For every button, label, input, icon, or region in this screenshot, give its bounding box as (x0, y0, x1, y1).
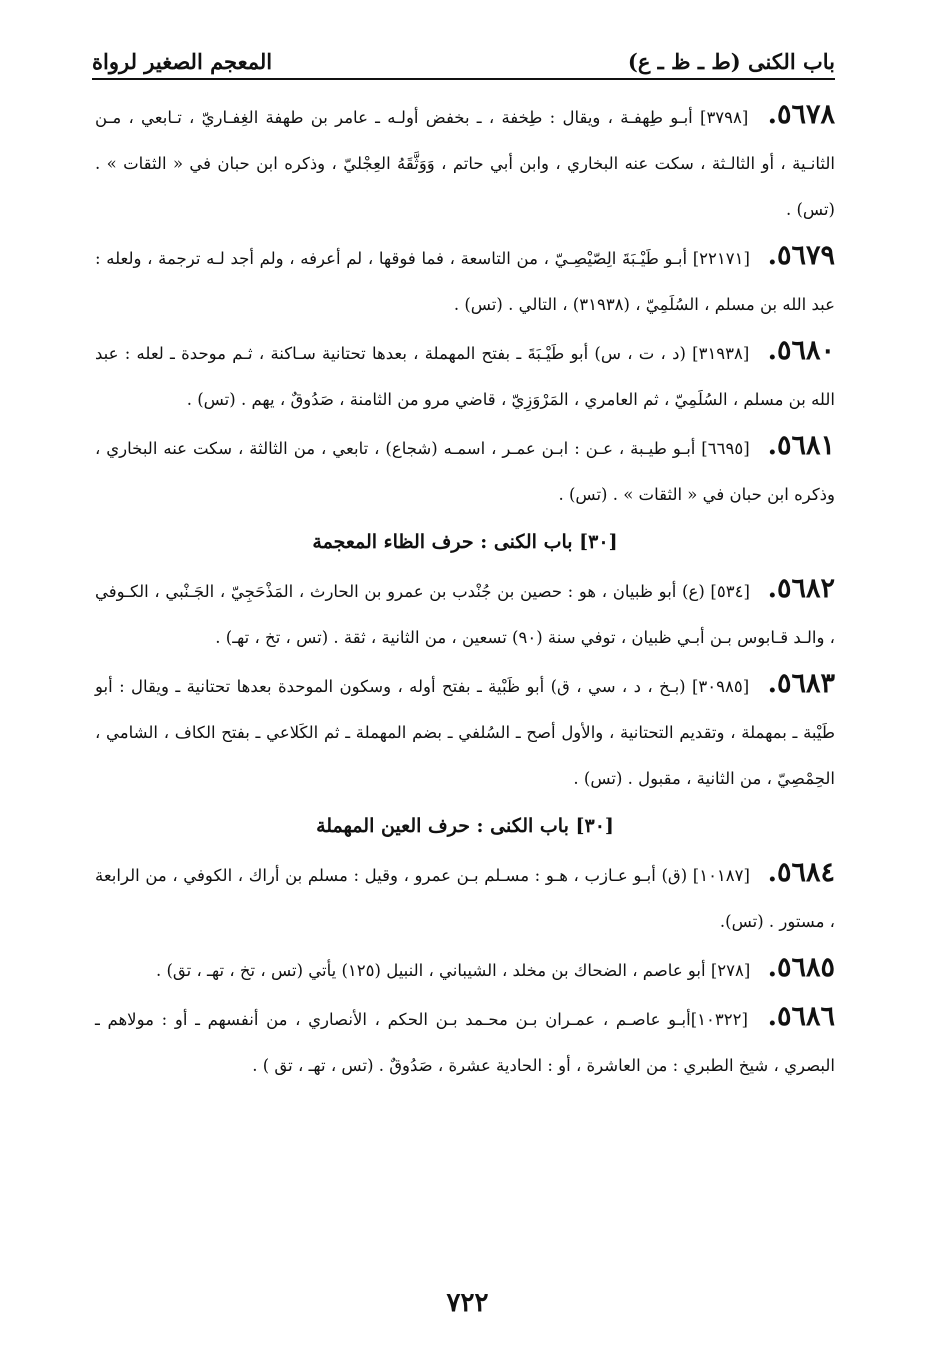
header-divider (92, 78, 835, 80)
entry-number: ٥٦٨٤. (767, 857, 835, 888)
entry-text: [٣٠٩٨٥] (بـخ ، د ، سي ، ق) أبو ظَبْية ـ بفتح أوله ، وسكون الموحدة بعدها تحتانية ـ ويقال : أبو طَيْبة ـ بمهملة ، وتقديم التحتانية ، والأول أصح ـ السُلفي ـ بضم المهملة ـ ثم الكَلاعي ـ بفتح الكاف ، الشامي ، الحِمْصِيّ ، من الثانية ، مقبول . (تس) . (95, 677, 835, 788)
section-heading-ayn: [٣٠] باب الكنى : حرف العين المهملة (316, 815, 614, 837)
entry-5678 (95, 92, 835, 233)
header-chapter-title: باب الكنى (ط ـ ظ ـ ع) (627, 49, 835, 74)
page-body (95, 92, 835, 1089)
entry-text: [١٠٣٢٢]أبـو عاصـم ، عمـران بـن محـمد بـن الحكم ، الأنصاري ، من أنفسهم ـ أو : مولاهم ـ البصري ، شيخ الطبري : من العاشرة ، أو : الحادية عشرة ، صَدُوقٌ . (تس ، تهـ ، تق ) . (95, 1010, 835, 1075)
entry-number: ٥٦٧٨. (767, 99, 835, 130)
entry-5679 (95, 233, 835, 328)
entry-5682 (95, 566, 835, 661)
running-header (92, 38, 835, 74)
entry-number: ٥٦٧٩. (767, 240, 836, 271)
entry-5684 (95, 850, 835, 945)
entry-text: [٦٦٩٥] أبـو طيـبة ، عـن : ابـن عمـر ، اسمـه (شجاع) ، تابعي ، من الثالثة ، سكت عنه البخاري ، وذكره ابن حبان في « الثقات » . (تس) . (95, 439, 835, 504)
entry-text: [٢٢١٧١] أبـو طَيْـبَةَ الِصّيْصِـيّ ، من التاسعة ، فما فوقها ، لم أعرفه ، ولم أجد لـه ترجمة ، ولعله : عبد الله بن مسلم ، السُلَمِيّ ، (٣١٩٣٨) ، التالي . (تس) . (95, 249, 835, 314)
entry-number: ٥٦٨٣. (767, 668, 835, 699)
entry-text: [٣٧٩٨] أبـو طِهفـة ، ويقال : طِخفة ، ـ بخفض أولـه ـ عامر بن طهفة الغِفـاريّ ، تـابعي ، مـن الثانـية ، أو الثالـثة ، سكت عنه البخاري ، وابن أبي حاتم ، وَوَثَّقَهُ العِجْليّ ، وذكره ابن حبان في « الثقات » . (تس) . (95, 108, 835, 219)
entry-5680 (95, 328, 835, 423)
entry-5683 (95, 661, 835, 802)
entry-5685 (95, 945, 835, 994)
entry-number: ٥٦٨٦. (767, 1001, 835, 1032)
entry-number: ٥٦٨٢. (767, 573, 835, 604)
entry-5686 (95, 994, 835, 1089)
header-book-title: المعجم الصغير لرواة (92, 49, 273, 74)
entry-text: [٥٣٤] (ع) أبو ظبيان ، هو : حصين بن جُنْدب بن عمرو بن الحارث ، المَذْحَجِيّ ، الجَـنْبي ، الكـوفي ، والـد قـابوس بـن أبـي ظبيان ، توفي سنة (٩٠) تسعين ، من الثانية ، ثقة . (تس ، تخ ، تهـ) . (95, 582, 835, 647)
entry-text: [٢٧٨] أبو عاصم ، الضحاك بن مخلد ، الشيباني ، النبيل (١٢٥) يأتي (تس ، تخ ، تهـ ، تق) . (155, 961, 751, 980)
entry-5681 (95, 423, 835, 518)
entry-number: ٥٦٨٠. (767, 335, 835, 366)
section-heading-zaa: [٣٠] باب الكنى : حرف الظاء المعجمة (312, 531, 618, 553)
page-number: ٧٢٢ (446, 1288, 489, 1318)
entry-text: [٣١٩٣٨] (د ، ت ، س) أبو طَيْـبَةَ ـ بفتح المهملة ، بعدها تحتانية سـاكنة ، ثـم موحدة ـ لعله : عبد الله بن مسلم ، السُلَمِيّ ، ثم العامري ، المَرْوَزِيّ ، قاضي مرو من الثامنة ، صَدُوقٌ ، يهم . (تس) . (95, 344, 835, 409)
entry-number: ٥٦٨١. (767, 430, 836, 461)
entry-number: ٥٦٨٥. (767, 952, 835, 983)
entry-text: [١٠١٨٧] (ق) أبـو عـازب ، هـو : مسـلم بـن عمرو ، وقيل : مسلم بن أراك ، الكوفي ، من الرابعة ، مستور . (تس). (95, 866, 835, 931)
